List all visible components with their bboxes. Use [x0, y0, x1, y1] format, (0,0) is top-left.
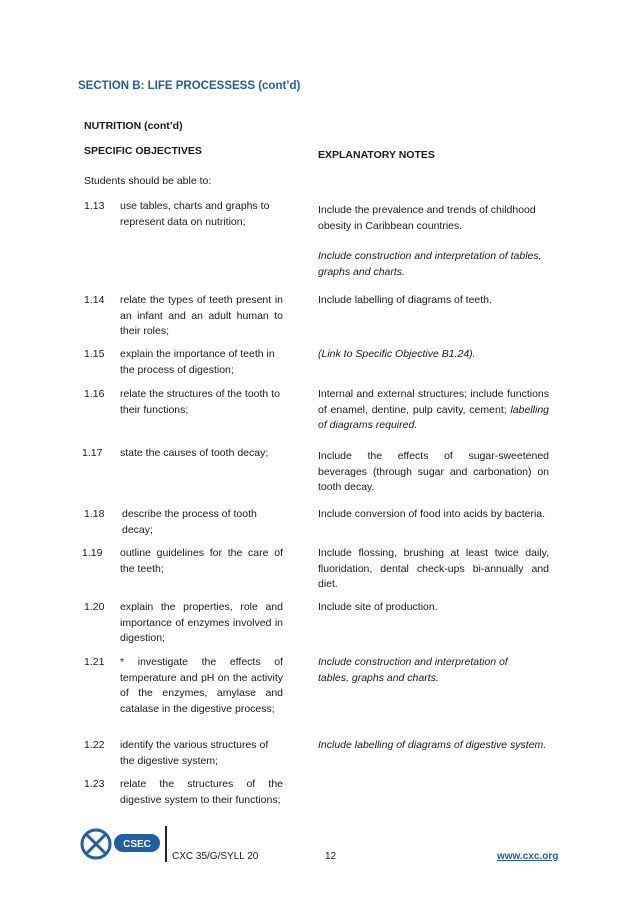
- syllabus-code: CXC 35/G/SYLL 20: [172, 851, 259, 862]
- objective-text: relate the types of teeth present in an infant and an adult human to their roles;: [120, 294, 283, 337]
- explanatory-note: Include labelling of diagrams of teeth.: [318, 294, 492, 306]
- intro-text: Students should be able to:: [84, 175, 212, 187]
- objective-number: 1.15: [84, 348, 105, 360]
- cxc-logo: [80, 826, 162, 862]
- objective-text: * investigate the effects of temperature and pH on the activity of the enzymes, amylase and catalase in the digestive process;: [120, 656, 283, 715]
- logo-text: CSEC: [123, 839, 151, 850]
- explanatory-note: [318, 387, 549, 434]
- objective-number: 1.19: [82, 547, 103, 559]
- topic-heading: NUTRITION (cont’d): [84, 120, 183, 132]
- explanatory-note: Include flossing, brushing at least twice daily, fluoridation, dental check-ups bi-annually and diet.: [318, 547, 549, 590]
- objective-number: 1.23: [84, 778, 105, 790]
- objective-text: use tables, charts and graphs to represent data on nutrition;: [120, 200, 270, 228]
- explanatory-note: (Link to Specific Objective B1.24).: [318, 348, 476, 360]
- explanatory-note: Include the prevalence and trends of childhood obesity in Caribbean countries.: [318, 204, 536, 232]
- explanatory-note: Include conversion of food into acids by bacteria.: [318, 508, 546, 520]
- objective-number: 1.18: [84, 508, 105, 520]
- cxc-website-link[interactable]: www.cxc.org: [497, 851, 559, 862]
- objective-number: 1.14: [84, 294, 105, 306]
- note-text: Internal and external structures; include functions of enamel, dentine, pulp cavity, cement;: [318, 388, 549, 416]
- objective-text: identify the various structures of the digestive system;: [120, 739, 269, 767]
- page-number: 12: [325, 851, 337, 862]
- footer-divider: [165, 826, 167, 862]
- explanatory-note: Include site of production.: [318, 601, 438, 613]
- objective-text: relate the structures of the tooth to their functions;: [120, 388, 280, 416]
- objective-number: 1.13: [84, 200, 105, 212]
- specific-objectives-heading: SPECIFIC OBJECTIVES: [84, 145, 202, 157]
- objective-number: 1.16: [84, 388, 105, 400]
- objective-text: explain the properties, role and importance of enzymes involved in digestion;: [120, 601, 283, 644]
- explanatory-note-italic: Include construction and interpretation of tables, graphs and charts.: [318, 250, 542, 278]
- explanatory-note: Include construction and interpretation of tables, graphs and charts.: [318, 656, 508, 684]
- cxc-logo-icon: [80, 826, 162, 862]
- objective-text: state the causes of tooth decay;: [120, 447, 269, 459]
- explanatory-notes-heading: EXPLANATORY NOTES: [318, 149, 435, 161]
- objective-number: 1.21: [84, 656, 105, 668]
- objective-number: 1.20: [84, 601, 105, 613]
- explanatory-note: Include the effects of sugar-sweetened beverages (through sugar and carbonation) on tooth decay.: [318, 450, 549, 493]
- note-text-italic: labelling of diagrams required.: [318, 403, 549, 431]
- objective-number: 1.17: [82, 447, 103, 459]
- objective-text: explain the importance of teeth in the process of digestion;: [120, 348, 275, 376]
- objective-text: relate the structures of the digestive system to their functions;: [120, 778, 283, 806]
- objective-text: outline guidelines for the care of the teeth;: [120, 547, 283, 575]
- explanatory-note: Include labelling of diagrams of digestive system.: [318, 739, 547, 751]
- section-title: SECTION B: LIFE PROCESSESS (cont’d): [78, 80, 301, 92]
- objective-number: 1.22: [84, 739, 105, 751]
- objective-text: describe the process of tooth decay;: [122, 508, 257, 536]
